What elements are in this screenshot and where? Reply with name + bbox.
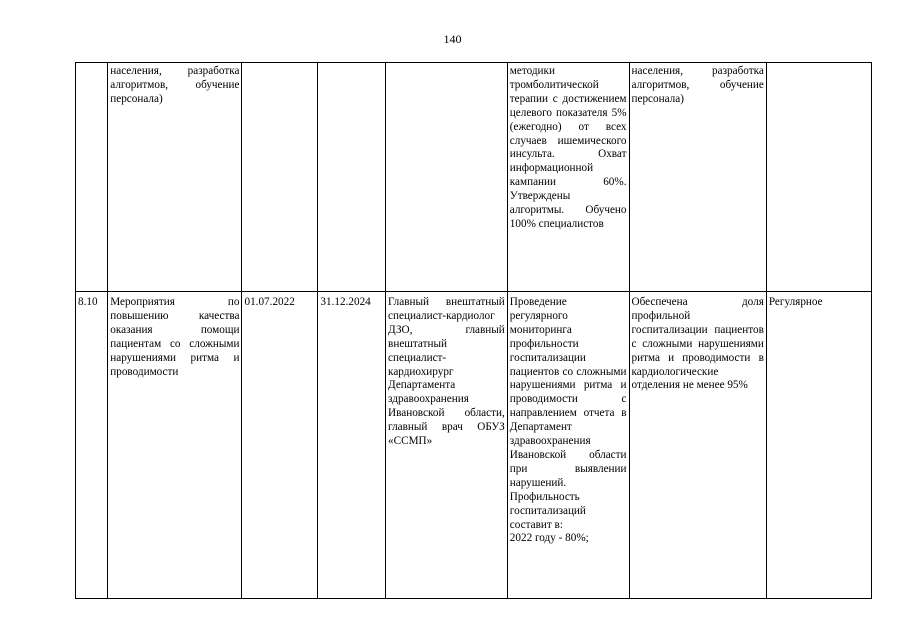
page-number: 140 <box>443 32 462 46</box>
cell-end-date: 31.12.2024 <box>318 292 386 599</box>
measures-table <box>75 62 872 599</box>
cell-periodicity <box>766 63 871 292</box>
cell-event: Мероприятия по повышению качества оказания помощи пациентам со сложными нарушениями ритма и проводимости <box>108 292 242 599</box>
cell-periodicity: Регулярное <box>766 292 871 599</box>
cell-outcome: методики тромболитической терапии с достижением целевого показателя 5% (ежегодно) от всех случаев ишемического инсульта. Охват информационной кампании 60%. Утверждены алгоритмы. Обучено 100% специалистов <box>507 63 629 292</box>
cell-start-date <box>242 63 318 292</box>
cell-start-date: 01.07.2022 <box>242 292 318 599</box>
outcome-extra-line: Профильность госпитализаций составит в: <box>509 490 586 531</box>
cell-responsible: Главный внештатный специалист-кардиолог ДЗО, главный внештатный специалист-кардиохирург Департамента здравоохранения Ивановской области, главный врач ОБУЗ «ССМП» <box>386 292 508 599</box>
cell-responsible <box>386 63 508 292</box>
cell-number <box>76 63 108 292</box>
cell-number: 8.10 <box>76 292 108 599</box>
outcome-extra-line: 2022 году - 80%; <box>509 532 589 545</box>
table-row <box>76 292 872 599</box>
cell-event: населения, разработка алгоритмов, обучение персонала) <box>108 63 242 292</box>
cell-outcome <box>507 292 629 599</box>
outcome-text: Проведение регулярного мониторинга профильности госпитализации пациентов со сложными нарушениями ритма и проводимости с направлением отчета в Департамент здравоохранения Ивановской области при выявлении нарушений. <box>509 296 627 489</box>
cell-indicator: Обеспечена доля профильной госпитализации пациентов с сложными нарушениями ритма и проводимости в кардиологические отделения не менее 95% <box>629 292 766 599</box>
table-row <box>76 63 872 292</box>
cell-indicator: населения, разработка алгоритмов, обучение персонала) <box>629 63 766 292</box>
cell-end-date <box>318 63 386 292</box>
